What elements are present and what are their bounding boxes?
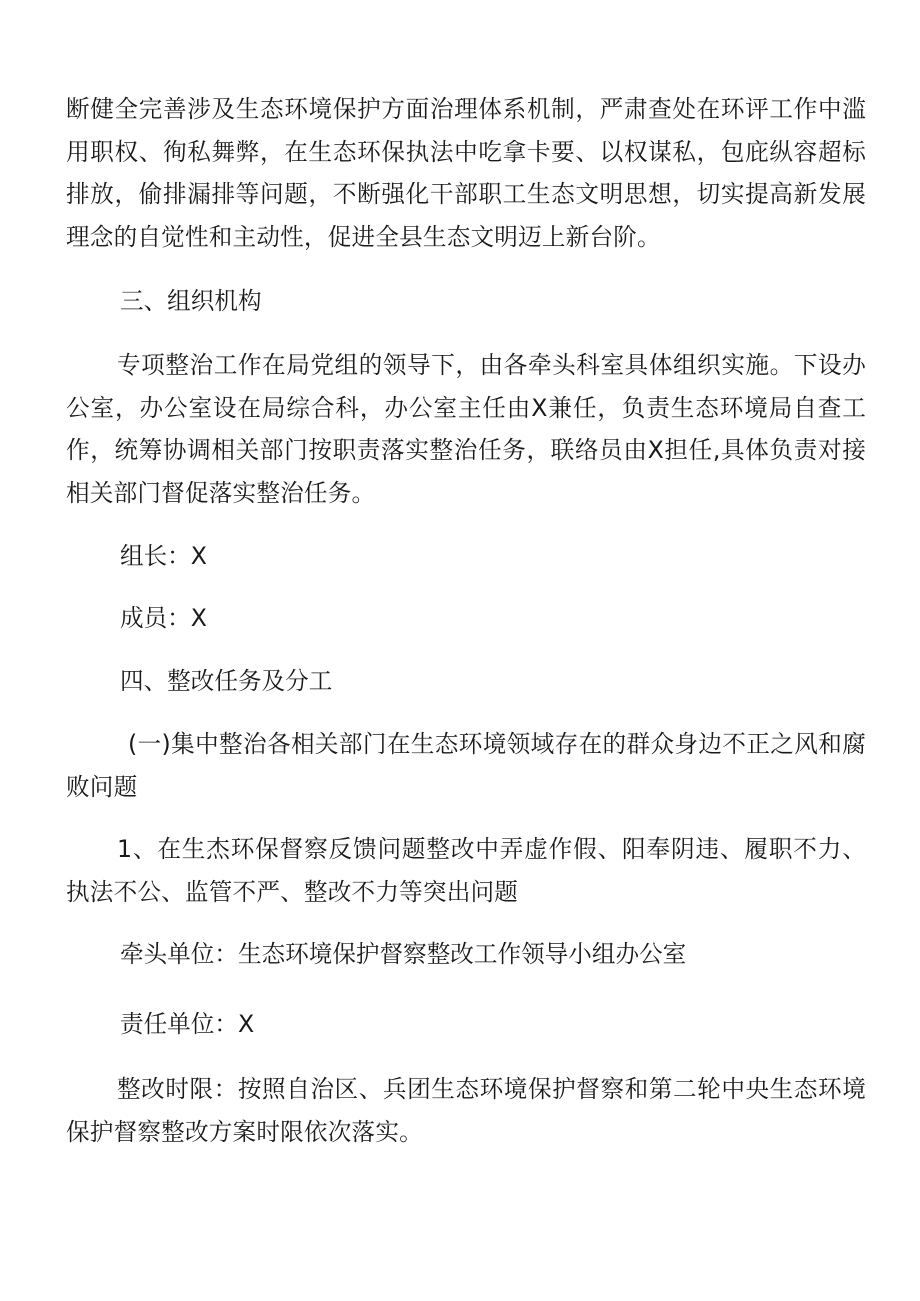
intro-paragraph: 断健全完善涉及生态环境保护方面治理体系机制，严肃查处在环评工作中滥用职权、徇私舞弊，在生态环保执法中吃拿卡要、以权谋私，包庇纵容超标排放，偷排漏排等问题，不断强化干部职工生态文明思想，切实提高新发展理念的自觉性和主动性，促进全县生态文明迈上新台阶。 — [66, 95, 866, 251]
section-heading-tasks: 四、整改任务及分工 — [120, 667, 333, 695]
lead-unit-line: 牵头单位：生态环境保护督察整改工作领导小组办公室 — [120, 940, 687, 968]
subsection-heading-1: (一)集中整治各相关部门在生态环境领域存在的群众身边不正之风和腐败问题 — [66, 730, 866, 801]
task-item-1: 1、在生杰环保督察反馈问题整改中弄虚作假、阳奉阴违、履职不力、执法不公、监管不严、整改不力等突出问题 — [66, 835, 866, 906]
deadline-paragraph: 整改时限：按照自治区、兵团生态环境保护督察和第二轮中央生态环境保护督察整改方案时限依次落实。 — [66, 1075, 866, 1146]
members-line: 成员：X — [120, 604, 207, 632]
organization-paragraph: 专项整治工作在局党组的领导下，由各牵头科室具体组织实施。下设办公室，办公室设在局综合科，办公室主任由X兼任，负责生态环境局自查工作，统筹协调相关部门按职责落实整治任务，联络员由X担任,具体负责对接相关部门督促落实整治任务。 — [66, 351, 866, 507]
responsible-unit-line: 责任单位：X — [120, 1010, 255, 1038]
section-heading-organization: 三、组织机构 — [120, 287, 262, 315]
leader-line: 组长：X — [120, 542, 207, 570]
